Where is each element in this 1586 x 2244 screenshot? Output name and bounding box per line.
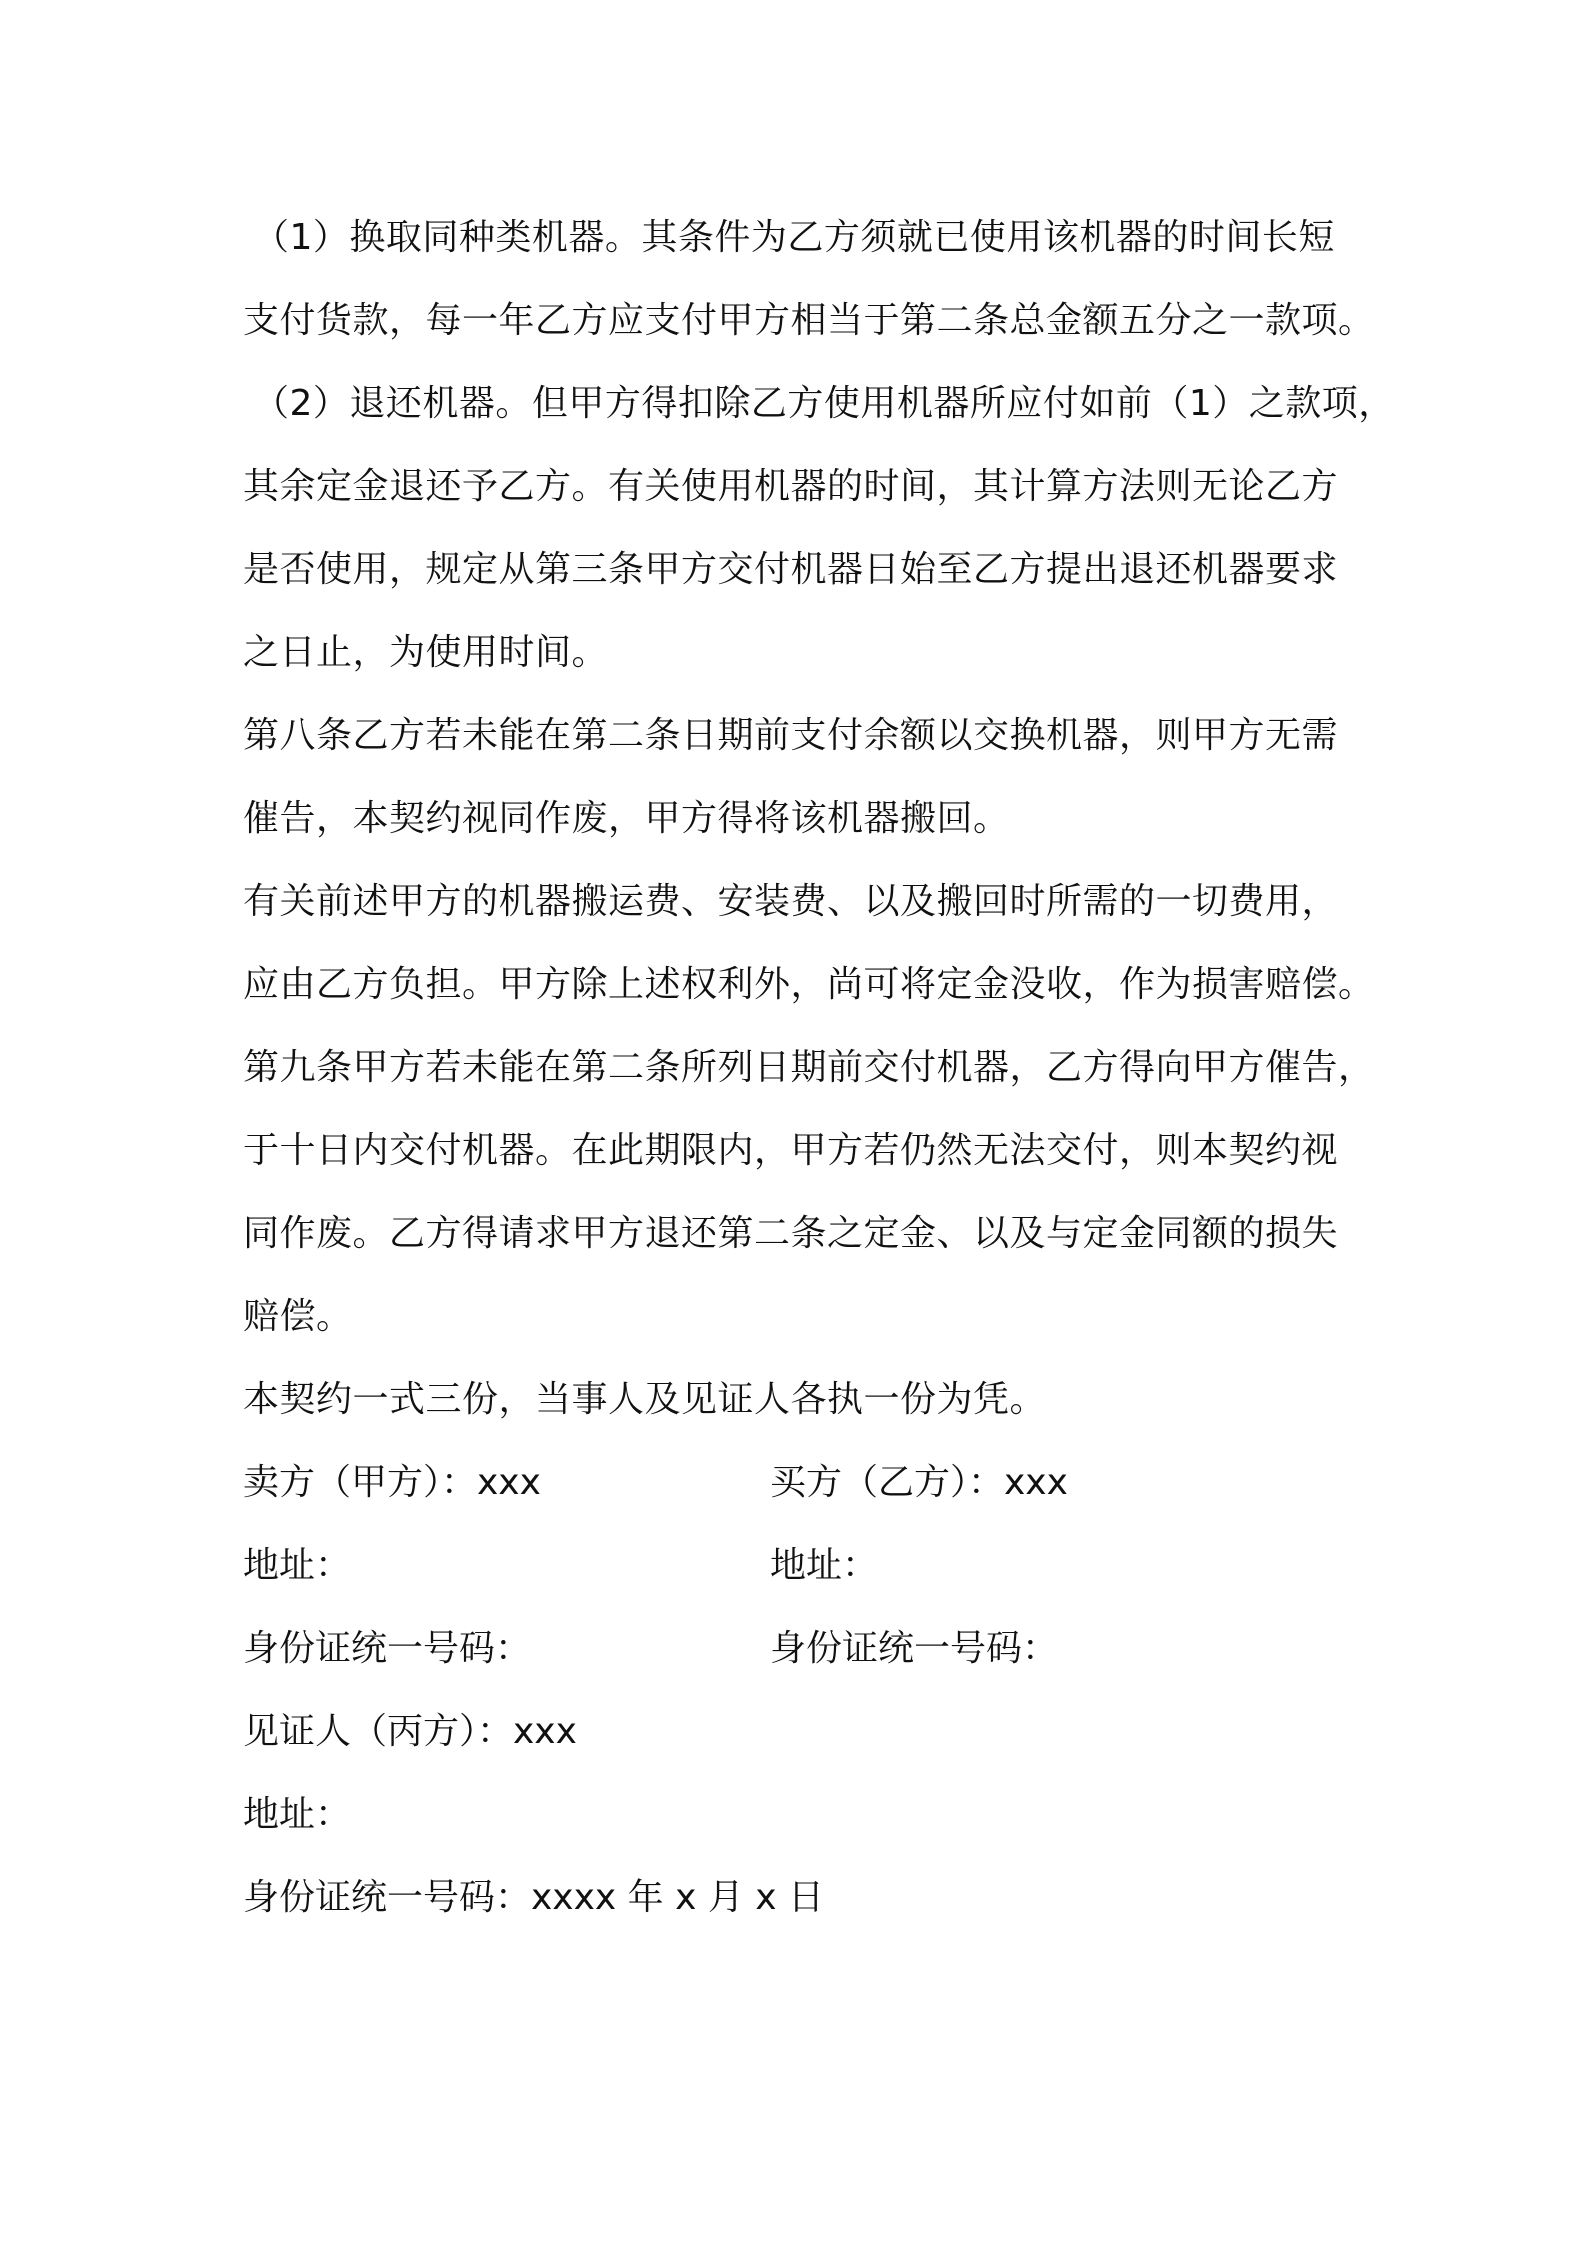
- article-9-line-1: 第九条甲方若未能在第二条所列日期前交付机器，乙方得向甲方催告，: [243, 1047, 1375, 1088]
- seller-id: 身份证统一号码：: [243, 1628, 532, 1669]
- witness-id-date: 身份证统一号码：xxxx 年 x 月 x 日: [243, 1877, 825, 1918]
- article-9-line-3: 同作废。乙方得请求甲方退还第二条之定金、以及与定金同额的损失: [243, 1213, 1339, 1254]
- clause-1-line-2: 支付货款，每一年乙方应支付甲方相当于第二条总金额五分之一款项。: [243, 300, 1375, 341]
- article-9-line-2: 于十日内交付机器。在此期限内，甲方若仍然无法交付，则本契约视: [243, 1130, 1339, 1171]
- witness-row: [243, 1690, 1373, 1773]
- contract-body: [243, 196, 1395, 1939]
- witness-id-date-row: [243, 1856, 1373, 1939]
- witness-name: 见证人（丙方）：xxx: [243, 1711, 577, 1752]
- buyer-address: 地址：: [770, 1545, 879, 1586]
- party-id-row: [243, 1607, 1373, 1690]
- clause-2-line-4: 之日止，为使用时间。: [243, 632, 609, 673]
- party-names-row: [243, 1441, 1373, 1524]
- clause-1-line-1: （1）换取同种类机器。其条件为乙方须就已使用该机器的时间长短: [253, 217, 1335, 258]
- article-8-line-1: 第八条乙方若未能在第二条日期前支付余额以交换机器，则甲方无需: [243, 715, 1339, 756]
- copies-statement: 本契约一式三份，当事人及见证人各执一份为凭。: [243, 1379, 1047, 1420]
- article-8-line-2: 催告，本契约视同作废，甲方得将该机器搬回。: [243, 798, 1010, 839]
- buyer-id: 身份证统一号码：: [770, 1628, 1059, 1669]
- clause-2-line-3: 是否使用，规定从第三条甲方交付机器日始至乙方提出退还机器要求: [243, 549, 1339, 590]
- clause-2-line-1: （2）退还机器。但甲方得扣除乙方使用机器所应付如前（1）之款项，: [253, 383, 1395, 424]
- buyer-name: 买方（乙方）：xxx: [770, 1462, 1068, 1503]
- seller-name: 卖方（甲方）：xxx: [243, 1462, 541, 1503]
- witness-address-row: [243, 1773, 1373, 1856]
- fees-line-2: 应由乙方负担。甲方除上述权利外，尚可将定金没收，作为损害赔偿。: [243, 964, 1375, 1005]
- witness-address: 地址：: [243, 1794, 352, 1835]
- fees-line-1: 有关前述甲方的机器搬运费、安装费、以及搬回时所需的一切费用，: [243, 881, 1339, 922]
- clause-2-line-2: 其余定金退还予乙方。有关使用机器的时间，其计算方法则无论乙方: [243, 466, 1339, 507]
- party-address-row: [243, 1524, 1373, 1607]
- article-9-line-4: 赔偿。: [243, 1296, 353, 1337]
- seller-address: 地址：: [243, 1545, 352, 1586]
